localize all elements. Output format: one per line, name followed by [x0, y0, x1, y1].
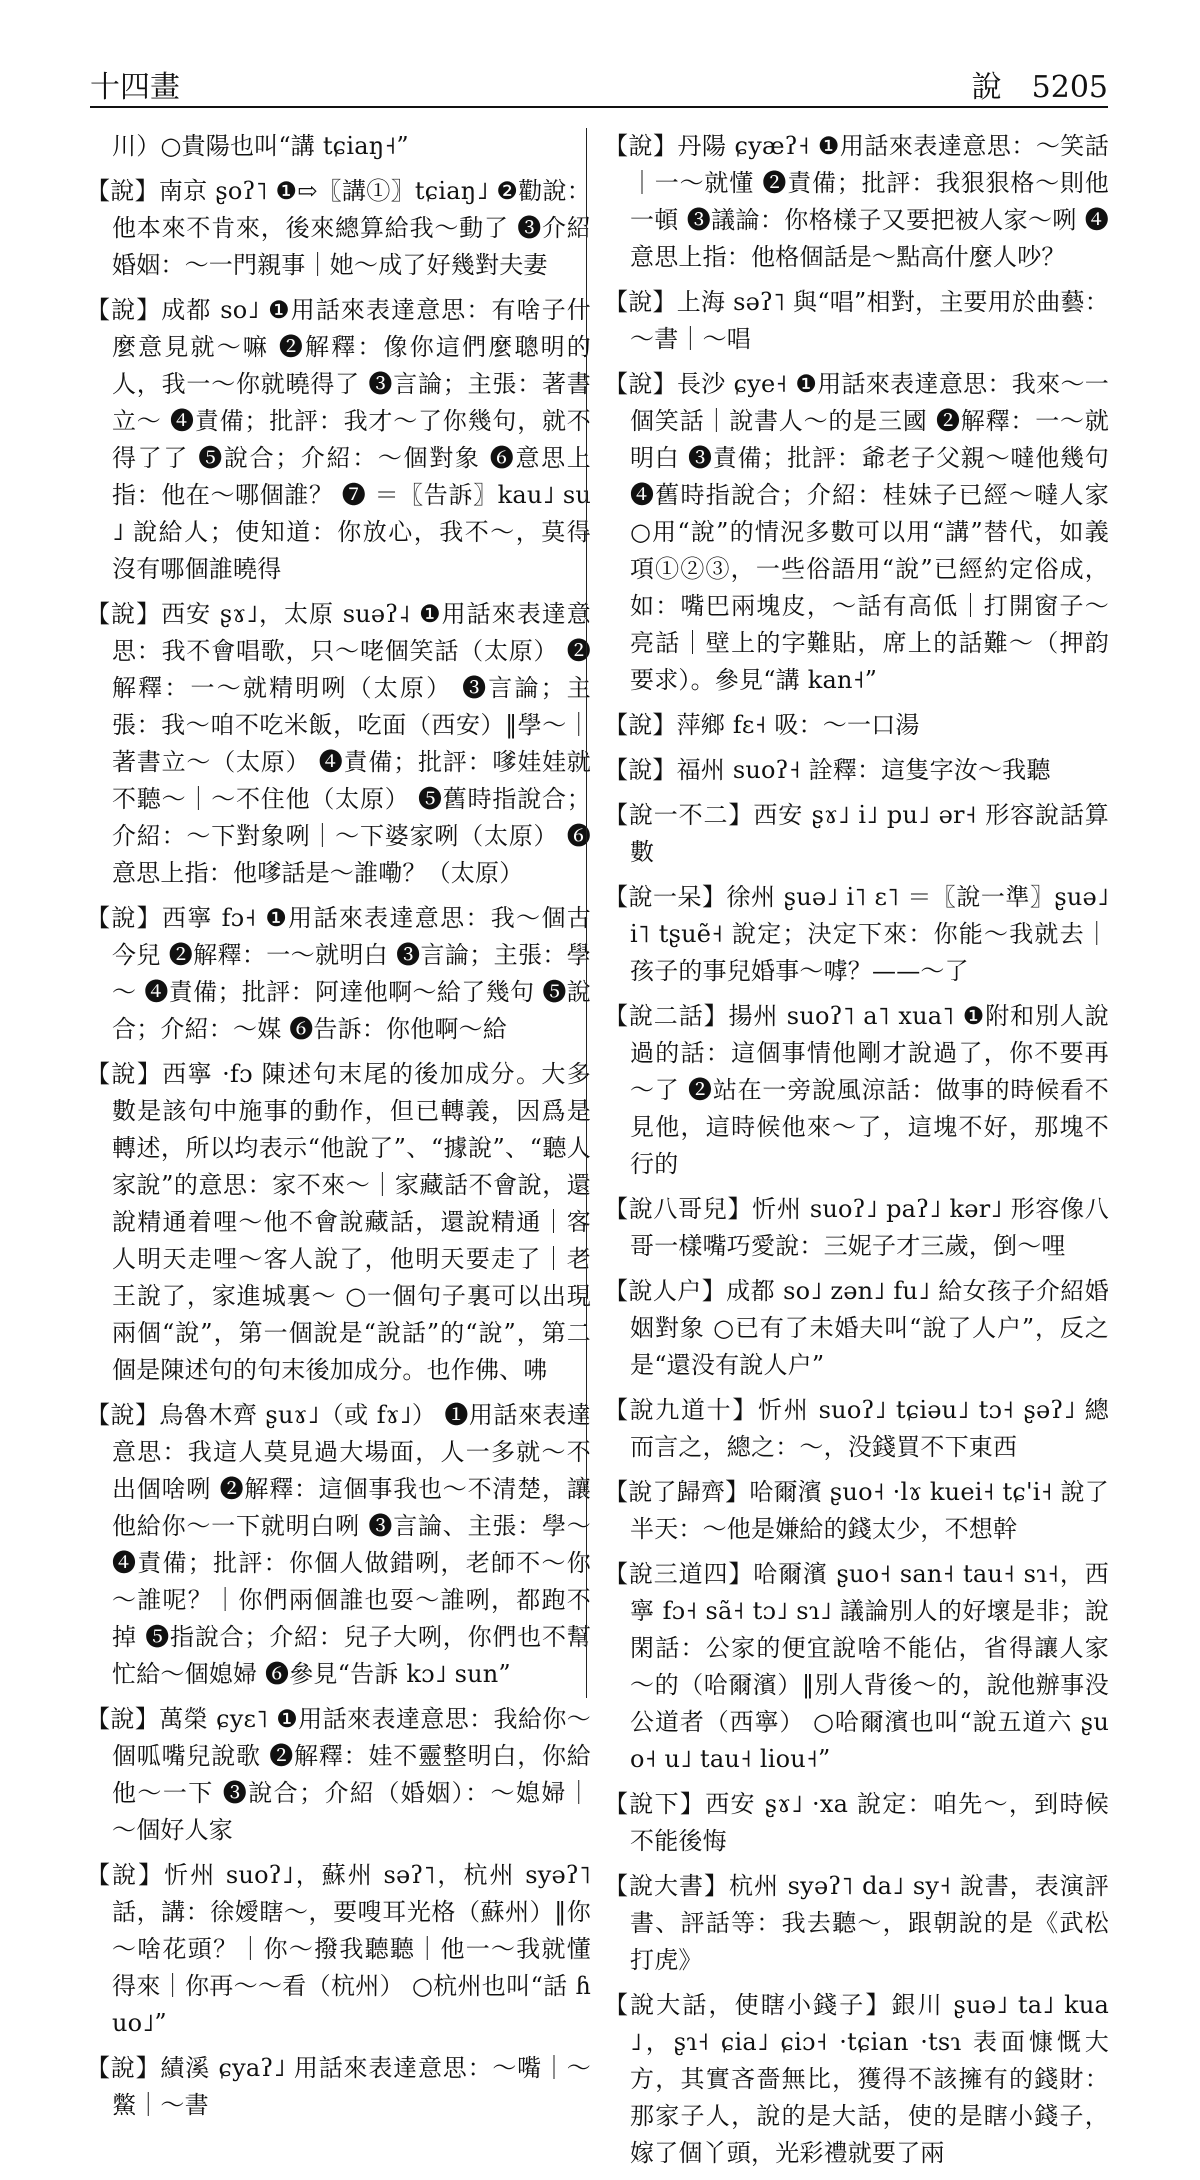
dictionary-entry: 【說大書】杭州 syəʔ˥ da˩ sy˧ 說書，表演評書、評話等：我去聽～，跟朝說的是《武松打虎》: [604, 1872, 1109, 1974]
dictionary-entry: 【說】西寧 ·fɔ 陳述句末尾的後加成分。大多數是該句中施事的動作，但已轉義，因爲是轉述，所以均表示“他說了”、“據說”、“聽人家說”的意思：家不來～｜家藏話不會說，還說精通着哩～他不會說藏話，還說精通｜客人明天走哩～客人說了，他明天要走了｜老王說了，家進城裏～ ○一個句子裏可以出現兩個“說”，第一個說是“說話”的“說”，第二個是陳述句的句末後加成分。也作佛、咈: [86, 1060, 591, 1384]
page-header: [90, 62, 1108, 106]
dictionary-entry: 【說八哥兒】忻州 suoʔ˩ paʔ˩ kər˩ 形容像八哥一樣嘴巧愛說：三妮子才三歲，倒～哩: [604, 1195, 1109, 1260]
dictionary-entry: 【說】績溪 ɕyaʔ˩ 用話來表達意思：～嘴｜～鱉｜～書: [86, 2054, 591, 2119]
dictionary-entry: 【說】西寧 fɔ˧ ❶用話來表達意思：我～個古今兒 ❷解釋：一～就明白 ❸言論；主張：學～ ❹責備；批評：阿達他啊～給了幾句 ❺說合；介紹：～媒 ❻告訴：你他啊～給: [86, 904, 591, 1043]
dictionary-entry: 【說九道十】忻州 suoʔ˩ tɕiəu˩ tɔ˧ ʂəʔ˩ 總而言之，總之：～，没錢買不下東西: [604, 1396, 1109, 1461]
dictionary-entry: 【說】南京 ʂoʔ˥ ❶⇨〖講①〗tɕiaŋ˩ ❷勸說：他本來不肯來，後來總算給我～動了 ❸介紹婚姻：～一門親事｜她～成了好幾對夫妻: [86, 177, 591, 279]
left-column: [86, 128, 591, 2132]
dictionary-entry: 【說】西安 ʂɤ˩，太原 suəʔ˨ ❶用話來表達意思：我不會唱歌，只～咾個笑話（太原） ❷解釋：一～就精明咧（太原） ❸言論；主張：我～咱不吃米飯，吃面（西安）‖學～｜著書立～（太原） ❹責備；批評：嗲娃娃就不聽～｜～不住他（太原） ❺舊時指說合；介紹：～下對象咧｜～下婆家咧（太原） ❻意思上指：他嗲話是～誰嘞？（太原）: [86, 600, 591, 887]
dictionary-entry: 【說】長沙 ɕye˧ ❶用話來表達意思：我來～一個笑話｜說書人～的是三國 ❷解釋：一～就明白 ❸責備；批評：爺老子父親～噠他幾句 ❹舊時指說合；介紹：桂妹子已經～噠人家 ○用“說”的情況多數可以用“講”替代，如義項①②③，一些俗語用“說”已經約定俗成，如：嘴巴兩塊皮，～話有高低｜打開窗子～亮話｜壁上的字難貼，席上的話難～（押韵要求）。參見“講 kan˧”: [604, 370, 1109, 694]
dictionary-entry: 【說】成都 so˩ ❶用話來表達意思：有啥子什麼意見就～嘛 ❷解釋：像你這們麼聰明的人，我一～你就曉得了 ❸言論；主張：著書立～ ❹責備；批評：我才～了你幾句，就不得了了 ❺說合；介紹：～個對象 ❻意思上指：他在～哪個誰？ ❼ ＝〖告訴〗kau˩ su˩ 說給人；使知道：你放心，我不～，莫得沒有哪個誰曉得: [86, 296, 591, 583]
dictionary-entry: 【說大話，使瞎小錢子】銀川 ʂuə˩ ta˩ kua˩，ʂɿ˧ ɕia˩ ɕiɔ˧ ·tɕian ·tsɿ 表面慷慨大方，其實吝嗇無比，獲得不該擁有的錢財：那家子人，說的是大話，使的是瞎小錢子，嫁了個丫頭，光彩禮就要了兩: [604, 1991, 1109, 2167]
dictionary-entry: 【說】福州 suoʔ˧ 詮釋：這隻字汝～我聽: [604, 756, 1051, 784]
dictionary-entry: 【說一呆】徐州 ʂuə˩ i˥ ɛ˥ ＝〖說一準〗ʂuə˩ i˥ tʂuẽ˧ 說定；決定下來：你能～我就去｜孩子的事兒婚事～嘑？——～了: [604, 883, 1109, 985]
dictionary-entry: 【說】萬榮 ɕyɛ˥ ❶用話來表達意思：我給你～個呱嘴兒說歌 ❷解釋：娃不靈整明白，你給他～一下 ❸說合；介紹（婚姻）：～媳婦｜～個好人家: [86, 1705, 591, 1844]
dictionary-entry: 川）○貴陽也叫“講 tɕiaŋ˧”: [112, 132, 409, 160]
dictionary-entry: 【說二話】揚州 suoʔ˥ a˥ xua˥ ❶附和別人說過的話：這個事情他剛才說過了，你不要再～了 ❷站在一旁說風涼話：做事的時候看不見他，這時候他來～了，這塊不好，那塊不行的: [604, 1002, 1109, 1178]
dictionary-entry: 【說】上海 səʔ˥ 與“唱”相對，主要用於曲藝：～書｜～唱: [604, 288, 1109, 353]
dictionary-entry: 【說人户】成都 so˩ zən˩ fu˩ 給女孩子介紹婚姻對象 ○已有了未婚夫叫“說了人户”，反之是“還没有說人户”: [604, 1277, 1109, 1379]
right-column: [604, 128, 1109, 2180]
dictionary-entry: 【說】忻州 suoʔ˩，蘇州 səʔ˥，杭州 syəʔ˥ 話，講：徐嬡瞎～，要嗖耳光格（蘇州）‖你～啥花頭？｜你～撥我聽聽｜他一～我就懂得來｜你再～～看（杭州） ○杭州也叫“話 ɦuo˩”: [86, 1861, 591, 2037]
dictionary-entry: 【說】烏魯木齊 ʂuɤ˩（或 fɤ˩） ❶用話來表達意思：我這人莫見過大場面，人一多就～不出個啥咧 ❷解釋：這個事我也～不清楚，讓他給你～一下就明白咧 ❸言論、主張：學～ ❹責備；批評：你個人做錯咧，老師不～你～誰呢？｜你們兩個誰也耍～誰咧，都跑不掉 ❺指說合；介紹：兒子大咧，你們也不幫忙給～個媳婦 ❻參見“告訴 kɔ˩ sun”: [86, 1401, 591, 1688]
dictionary-entry: 【說一不二】西安 ʂɤ˩ i˩ pu˩ ər˧ 形容說話算數: [604, 801, 1109, 866]
dictionary-entry: 【說三道四】哈爾濱 ʂuo˧ san˧ tau˧ sɿ˧，西寧 fɔ˧ sã˧ tɔ˩ sɿ˩ 議論別人的好壞是非；說閑話：公家的便宜說啥不能佔，省得讓人家～的（哈爾濱）‖別人背後～的，說他辦事没公道者（西寧） ○哈爾濱也叫“說五道六 ʂuo˧ u˩ tau˧ liou˧”: [604, 1560, 1109, 1773]
header-rule: [90, 106, 1108, 108]
headword-page-number: 說 5205: [971, 70, 1108, 105]
dictionary-entry: 【說了歸齊】哈爾濱 ʂuo˧ ·lɤ kuei˧ tɕ'i˧ 說了半天：～他是嫌給的錢太少，不想幹: [604, 1478, 1109, 1543]
dictionary-entry: 【說】丹陽 ɕyæʔ˧ ❶用話來表達意思：～笑話｜一～就懂 ❷責備；批評：我狠狠格～則他一頓 ❸議論：你格樣子又要把被人家～咧 ❹意思上指：他格個話是～點高什麼人吵？: [604, 132, 1109, 271]
dictionary-entry: 【說】萍鄉 fɛ˧ 吸：～一口湯: [604, 711, 920, 739]
dictionary-entry: 【說下】西安 ʂɤ˩ ·xa 說定：咱先～，到時候不能後悔: [604, 1790, 1109, 1855]
stroke-section-title: 十四畫: [90, 70, 180, 105]
column-divider: [586, 128, 587, 1698]
